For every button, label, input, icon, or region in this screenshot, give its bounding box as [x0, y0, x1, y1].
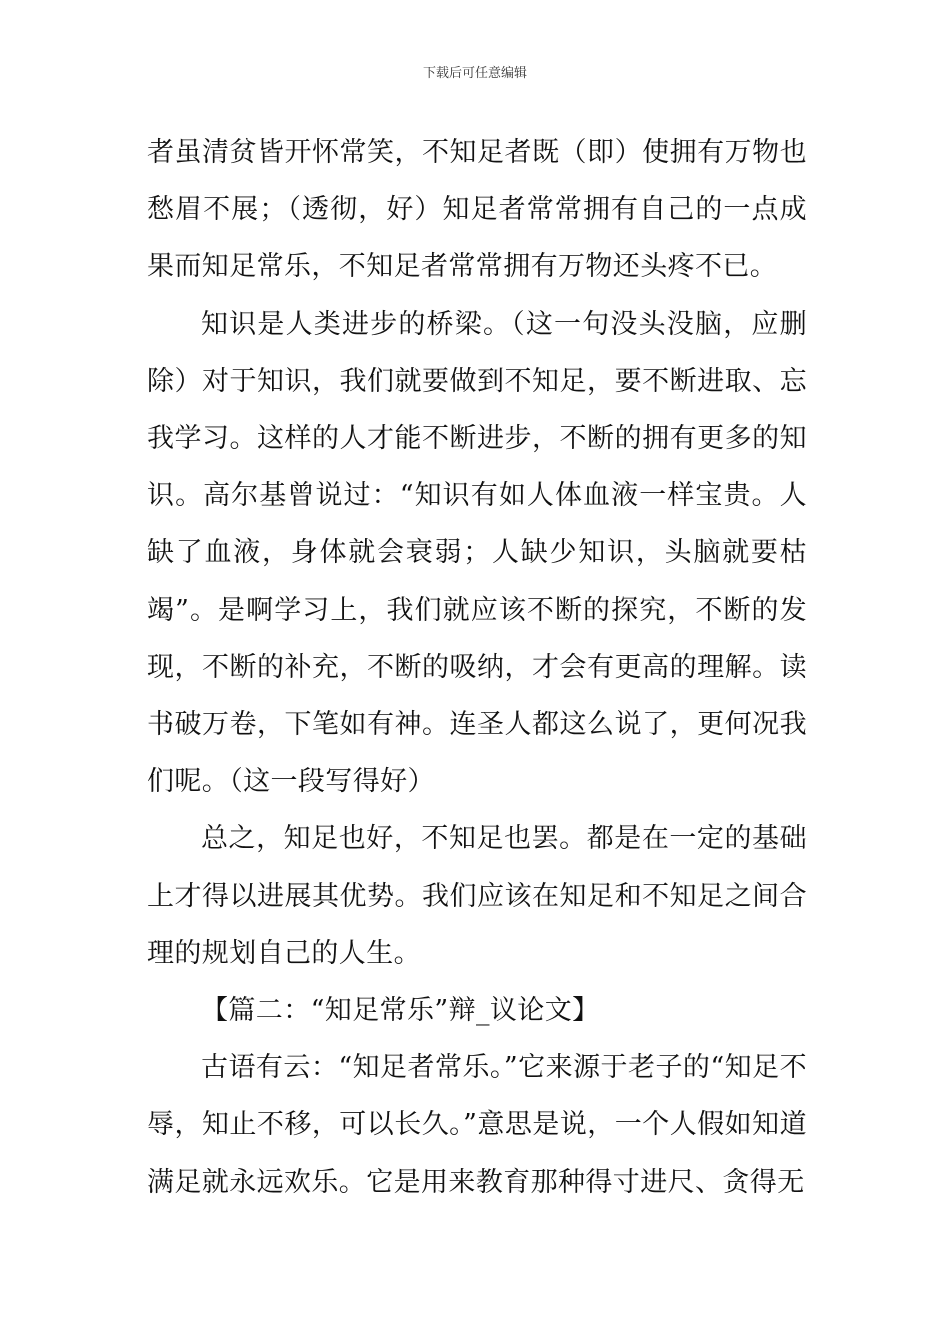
paragraph: 知识是人类进步的桥梁。（这一句没头没脑，应删除）对于知识，我们就要做到不知足，要不断进取、忘我学习。这样的人才能不断进步，不断的拥有更多的知识。高尔基曾说过：“知识有如人体血液一样宝贵。人缺了血液，身体就会衰弱；人缺少知识，头脑就要枯竭”。是啊学习上，我们就应该不断的探究，不断的发现，不断的补充，不断的吸纳，才会有更高的理解。读书破万卷，下笔如有神。连圣人都这么说了，更何况我们呢。（这一段写得好）: [147, 308, 807, 798]
paragraph: 者虽清贫皆开怀常笑，不知足者既（即）使拥有万物也愁眉不展；（透彻，好）知足者常常拥有自己的一点成果而知足常乐，不知足者常常拥有万物还头疼不已。: [147, 137, 807, 283]
page-header: 下载后可任意编辑: [422, 66, 527, 81]
document-body: [147, 124, 807, 1211]
paragraph: 总之，知足也好，不知足也罢。都是在一定的基础上才得以进展其优势。我们应该在知足和不知足之间合理的规划自己的人生。: [147, 823, 807, 969]
paragraph: 古语有云：“知足者常乐。”它来源于老子的“知足不辱，知止不移，可以长久。”意思是说，一个人假如知道满足就永远欢乐。它是用来教育那种得寸进尺、贪得无: [147, 1052, 807, 1198]
section-heading: 【篇二：“知足常乐”辩_议论文】: [201, 995, 600, 1027]
